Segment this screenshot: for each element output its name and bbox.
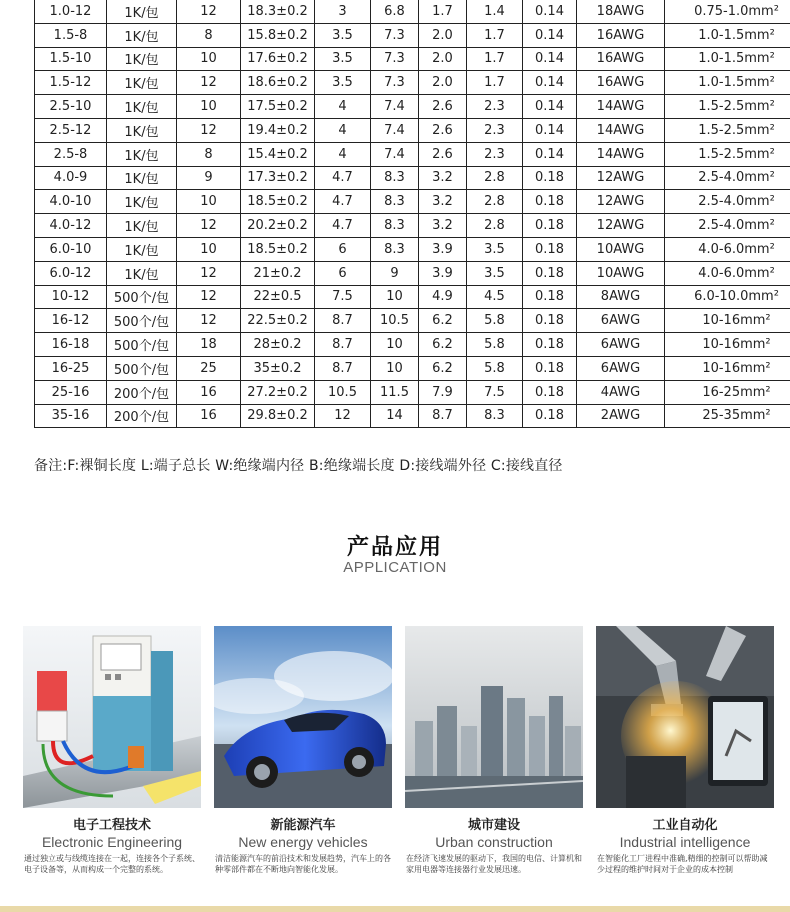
table-cell: 2.3	[467, 142, 523, 166]
table-cell: 10.5	[315, 380, 371, 404]
table-cell: 0.18	[523, 380, 577, 404]
table-cell: 10AWG	[577, 237, 665, 261]
table-cell: 0.18	[523, 190, 577, 214]
table-cell: 17.6±0.2	[241, 47, 315, 71]
table-row	[35, 166, 790, 190]
table-cell: 500个/包	[107, 356, 177, 380]
table-cell: 1.7	[419, 0, 467, 23]
table-cell: 8.3	[371, 166, 419, 190]
table-cell: 3.2	[419, 214, 467, 238]
table-row	[35, 142, 790, 166]
table-cell: 8.3	[371, 237, 419, 261]
table-row	[35, 0, 790, 23]
table-cell: 21±0.2	[241, 261, 315, 285]
table-cell: 0.14	[523, 95, 577, 119]
table-row	[35, 333, 790, 357]
table-row	[35, 71, 790, 95]
table-cell: 12	[315, 404, 371, 428]
table-cell: 3.5	[315, 71, 371, 95]
table-cell: 0.18	[523, 333, 577, 357]
table-cell: 18.5±0.2	[241, 237, 315, 261]
table-cell: 14AWG	[577, 95, 665, 119]
table-cell: 1K/包	[107, 23, 177, 47]
table-cell: 10	[177, 237, 241, 261]
table-cell: 200个/包	[107, 380, 177, 404]
table-cell: 27.2±0.2	[241, 380, 315, 404]
section-title: 产品应用	[346, 535, 443, 560]
table-cell: 2.8	[467, 190, 523, 214]
table-cell: 6.2	[419, 333, 467, 357]
app-card-industrial	[596, 626, 774, 875]
table-cell: 11.5	[371, 380, 419, 404]
table-cell: 8	[177, 142, 241, 166]
table-row	[35, 285, 790, 309]
table-cell: 10AWG	[577, 261, 665, 285]
table-cell: 25	[177, 356, 241, 380]
table-cell: 14AWG	[577, 142, 665, 166]
table-cell: 0.14	[523, 71, 577, 95]
table-cell: 0.75-1.0mm²	[665, 0, 790, 23]
table-cell: 4.0-12	[35, 214, 107, 238]
table-cell: 22.5±0.2	[241, 309, 315, 333]
table-cell: 1.0-12	[35, 0, 107, 23]
table-cell: 7.5	[467, 380, 523, 404]
table-cell: 1K/包	[107, 142, 177, 166]
table-cell: 1.5-12	[35, 71, 107, 95]
table-cell: 0.18	[523, 285, 577, 309]
table-cell: 2.5-4.0mm²	[665, 214, 790, 238]
app-card-urban	[405, 626, 583, 875]
table-cell: 0.14	[523, 142, 577, 166]
table-row	[35, 118, 790, 142]
table-cell: 16-25	[35, 356, 107, 380]
table-row	[35, 95, 790, 119]
table-cell: 4.7	[315, 214, 371, 238]
table-cell: 7.3	[371, 71, 419, 95]
table-cell: 1.5-2.5mm²	[665, 142, 790, 166]
app-subtitle: Industrial intelligence	[619, 834, 751, 850]
table-cell: 9	[177, 166, 241, 190]
table-cell: 2.5-10	[35, 95, 107, 119]
table-cell: 0.14	[523, 0, 577, 23]
table-cell: 0.18	[523, 356, 577, 380]
table-cell: 12	[177, 285, 241, 309]
table-cell: 9	[371, 261, 419, 285]
table-row	[35, 47, 790, 71]
table-cell: 28±0.2	[241, 333, 315, 357]
table-cell: 16AWG	[577, 71, 665, 95]
table-cell: 35-16	[35, 404, 107, 428]
table-cell: 0.18	[523, 237, 577, 261]
table-row	[35, 356, 790, 380]
table-cell: 6	[315, 237, 371, 261]
table-cell: 2.6	[419, 95, 467, 119]
table-cell: 16AWG	[577, 47, 665, 71]
table-cell: 8.7	[315, 309, 371, 333]
table-cell: 12	[177, 118, 241, 142]
table-cell: 3.5	[315, 23, 371, 47]
table-cell: 2.6	[419, 118, 467, 142]
table-cell: 4.7	[315, 190, 371, 214]
section-subtitle: APPLICATION	[343, 559, 447, 576]
table-cell: 1.7	[467, 71, 523, 95]
table-cell: 1K/包	[107, 118, 177, 142]
sports-car-image	[214, 626, 392, 808]
table-cell: 4	[315, 118, 371, 142]
table-cell: 16-25mm²	[665, 380, 790, 404]
table-cell: 2.5-12	[35, 118, 107, 142]
table-cell: 1K/包	[107, 0, 177, 23]
table-cell: 500个/包	[107, 309, 177, 333]
table-cell: 4AWG	[577, 380, 665, 404]
table-cell: 2.8	[467, 166, 523, 190]
table-cell: 7.4	[371, 142, 419, 166]
table-row	[35, 380, 790, 404]
app-card-electronic	[23, 626, 201, 875]
table-cell: 7.3	[371, 47, 419, 71]
spec-table	[34, 0, 790, 428]
table-cell: 1.7	[467, 47, 523, 71]
table-cell: 1.0-1.5mm²	[665, 47, 790, 71]
table-row	[35, 214, 790, 238]
table-cell: 2.5-4.0mm²	[665, 190, 790, 214]
table-cell: 18	[177, 333, 241, 357]
table-cell: 18AWG	[577, 0, 665, 23]
table-cell: 4.9	[419, 285, 467, 309]
table-cell: 6AWG	[577, 333, 665, 357]
table-cell: 10	[177, 47, 241, 71]
table-cell: 10	[177, 190, 241, 214]
table-cell: 1K/包	[107, 214, 177, 238]
table-cell: 16	[177, 404, 241, 428]
table-cell: 1K/包	[107, 47, 177, 71]
table-cell: 3.2	[419, 190, 467, 214]
app-subtitle: New energy vehicles	[238, 834, 368, 850]
table-cell: 2.3	[467, 95, 523, 119]
table-cell: 2.5-4.0mm²	[665, 166, 790, 190]
table-cell: 8	[177, 23, 241, 47]
table-cell: 0.14	[523, 47, 577, 71]
table-cell: 10-16mm²	[665, 333, 790, 357]
app-subtitle: Urban construction	[435, 834, 553, 850]
table-cell: 200个/包	[107, 404, 177, 428]
table-cell: 4.0-6.0mm²	[665, 261, 790, 285]
table-cell: 7.5	[315, 285, 371, 309]
table-cell: 4	[315, 142, 371, 166]
table-cell: 6AWG	[577, 309, 665, 333]
table-cell: 10	[371, 356, 419, 380]
table-cell: 8.7	[315, 356, 371, 380]
table-cell: 5.8	[467, 356, 523, 380]
table-cell: 4.0-9	[35, 166, 107, 190]
table-cell: 5.8	[467, 333, 523, 357]
table-cell: 0.18	[523, 404, 577, 428]
table-row	[35, 261, 790, 285]
table-cell: 0.14	[523, 118, 577, 142]
table-row	[35, 404, 790, 428]
table-cell: 10	[371, 333, 419, 357]
table-cell: 1.0-1.5mm²	[665, 23, 790, 47]
table-cell: 0.18	[523, 214, 577, 238]
table-cell: 4.5	[467, 285, 523, 309]
table-row	[35, 309, 790, 333]
table-cell: 4.7	[315, 166, 371, 190]
table-cell: 8.3	[467, 404, 523, 428]
table-cell: 35±0.2	[241, 356, 315, 380]
table-cell: 12	[177, 0, 241, 23]
table-cell: 15.8±0.2	[241, 23, 315, 47]
table-cell: 16AWG	[577, 23, 665, 47]
table-cell: 2.0	[419, 47, 467, 71]
table-cell: 6.2	[419, 356, 467, 380]
table-cell: 0.18	[523, 261, 577, 285]
table-cell: 12	[177, 71, 241, 95]
table-cell: 10	[371, 285, 419, 309]
app-description: 在智能化工厂进程中准确,精细的控制可以帮助减少过程的维护时间对于企业的成本控制	[597, 854, 768, 874]
table-cell: 18.6±0.2	[241, 71, 315, 95]
table-cell: 16	[177, 380, 241, 404]
table-cell: 3.2	[419, 166, 467, 190]
table-cell: 22±0.5	[241, 285, 315, 309]
table-cell: 8.3	[371, 190, 419, 214]
table-cell: 8.7	[419, 404, 467, 428]
din-rail-power-supply-image	[23, 626, 201, 808]
table-cell: 14AWG	[577, 118, 665, 142]
table-cell: 16-18	[35, 333, 107, 357]
app-title: 城市建设	[467, 818, 520, 833]
app-description: 清洁能源汽车的前沿技术和发展趋势，汽车上的各种零部件都在不断地向智能化发展。	[215, 854, 391, 874]
table-cell: 6.0-10.0mm²	[665, 285, 790, 309]
table-cell: 8.7	[315, 333, 371, 357]
table-cell: 2.0	[419, 23, 467, 47]
table-cell: 1K/包	[107, 190, 177, 214]
table-cell: 1K/包	[107, 237, 177, 261]
table-cell: 2.0	[419, 71, 467, 95]
table-cell: 17.3±0.2	[241, 166, 315, 190]
table-cell: 8AWG	[577, 285, 665, 309]
table-cell: 3.9	[419, 237, 467, 261]
table-cell: 19.4±0.2	[241, 118, 315, 142]
table-row	[35, 23, 790, 47]
table-cell: 3.5	[315, 47, 371, 71]
app-subtitle: Electronic Engineering	[41, 834, 183, 850]
table-cell: 8.3	[371, 214, 419, 238]
table-cell: 15.4±0.2	[241, 142, 315, 166]
table-cell: 18.5±0.2	[241, 190, 315, 214]
table-cell: 1.5-8	[35, 23, 107, 47]
table-cell: 12	[177, 309, 241, 333]
table-cell: 2AWG	[577, 404, 665, 428]
table-cell: 4.0-10	[35, 190, 107, 214]
table-cell: 16-12	[35, 309, 107, 333]
table-cell: 12	[177, 261, 241, 285]
table-cell: 6AWG	[577, 356, 665, 380]
table-cell: 12	[177, 214, 241, 238]
table-cell: 20.2±0.2	[241, 214, 315, 238]
table-cell: 6.8	[371, 0, 419, 23]
table-cell: 500个/包	[107, 333, 177, 357]
table-cell: 12AWG	[577, 214, 665, 238]
table-cell: 10-16mm²	[665, 309, 790, 333]
table-cell: 6.0-10	[35, 237, 107, 261]
table-cell: 29.8±0.2	[241, 404, 315, 428]
table-cell: 7.4	[371, 118, 419, 142]
table-cell: 0.18	[523, 309, 577, 333]
robot-arm-image	[596, 626, 774, 808]
table-cell: 2.3	[467, 118, 523, 142]
table-note: 备注:F:裸铜长度 L:端子总长 W:绝缘端内径 B:绝缘端长度 D:接线端外径 C:接线直径	[34, 458, 563, 474]
table-cell: 3	[315, 0, 371, 23]
table-cell: 3.5	[467, 261, 523, 285]
app-title: 工业自动化	[652, 818, 718, 833]
table-cell: 10-12	[35, 285, 107, 309]
table-cell: 5.8	[467, 309, 523, 333]
table-cell: 0.18	[523, 166, 577, 190]
table-cell: 2.6	[419, 142, 467, 166]
table-cell: 1K/包	[107, 166, 177, 190]
table-cell: 10	[177, 95, 241, 119]
table-cell: 1.0-1.5mm²	[665, 71, 790, 95]
table-cell: 4	[315, 95, 371, 119]
table-cell: 3.9	[419, 261, 467, 285]
table-cell: 17.5±0.2	[241, 95, 315, 119]
table-cell: 1.5-2.5mm²	[665, 95, 790, 119]
table-cell: 25-35mm²	[665, 404, 790, 428]
table-cell: 18.3±0.2	[241, 0, 315, 23]
table-cell: 10-16mm²	[665, 356, 790, 380]
city-skyline-image	[405, 626, 583, 808]
table-row	[35, 237, 790, 261]
table-cell: 1.7	[467, 23, 523, 47]
table-cell: 7.3	[371, 23, 419, 47]
table-cell: 500个/包	[107, 285, 177, 309]
table-cell: 7.9	[419, 380, 467, 404]
table-cell: 10.5	[371, 309, 419, 333]
table-cell: 3.5	[467, 237, 523, 261]
table-cell: 14	[371, 404, 419, 428]
table-cell: 1.5-2.5mm²	[665, 118, 790, 142]
bottom-bar	[0, 906, 790, 912]
table-cell: 1.5-10	[35, 47, 107, 71]
table-cell: 6.0-12	[35, 261, 107, 285]
table-cell: 7.4	[371, 95, 419, 119]
table-row	[35, 190, 790, 214]
table-cell: 0.14	[523, 23, 577, 47]
table-cell: 6.2	[419, 309, 467, 333]
app-description: 在经济飞速发展的驱动下，我国的电信、计算机和家用电器等连接器行业发展迅速。	[406, 854, 582, 874]
table-cell: 4.0-6.0mm²	[665, 237, 790, 261]
table-cell: 25-16	[35, 380, 107, 404]
table-cell: 1K/包	[107, 261, 177, 285]
app-title: 新能源汽车	[270, 818, 336, 833]
table-cell: 6	[315, 261, 371, 285]
table-cell: 12AWG	[577, 190, 665, 214]
table-cell: 1.4	[467, 0, 523, 23]
app-description: 通过独立或与线缆连接在一起，连接各个子系统、电子设备等，从而构成一个完整的系统。	[24, 854, 200, 874]
table-cell: 12AWG	[577, 166, 665, 190]
table-cell: 1K/包	[107, 95, 177, 119]
table-cell: 2.5-8	[35, 142, 107, 166]
table-cell: 2.8	[467, 214, 523, 238]
table-cell: 1K/包	[107, 71, 177, 95]
app-title: 电子工程技术	[72, 818, 151, 833]
app-card-vehicles	[214, 626, 392, 875]
